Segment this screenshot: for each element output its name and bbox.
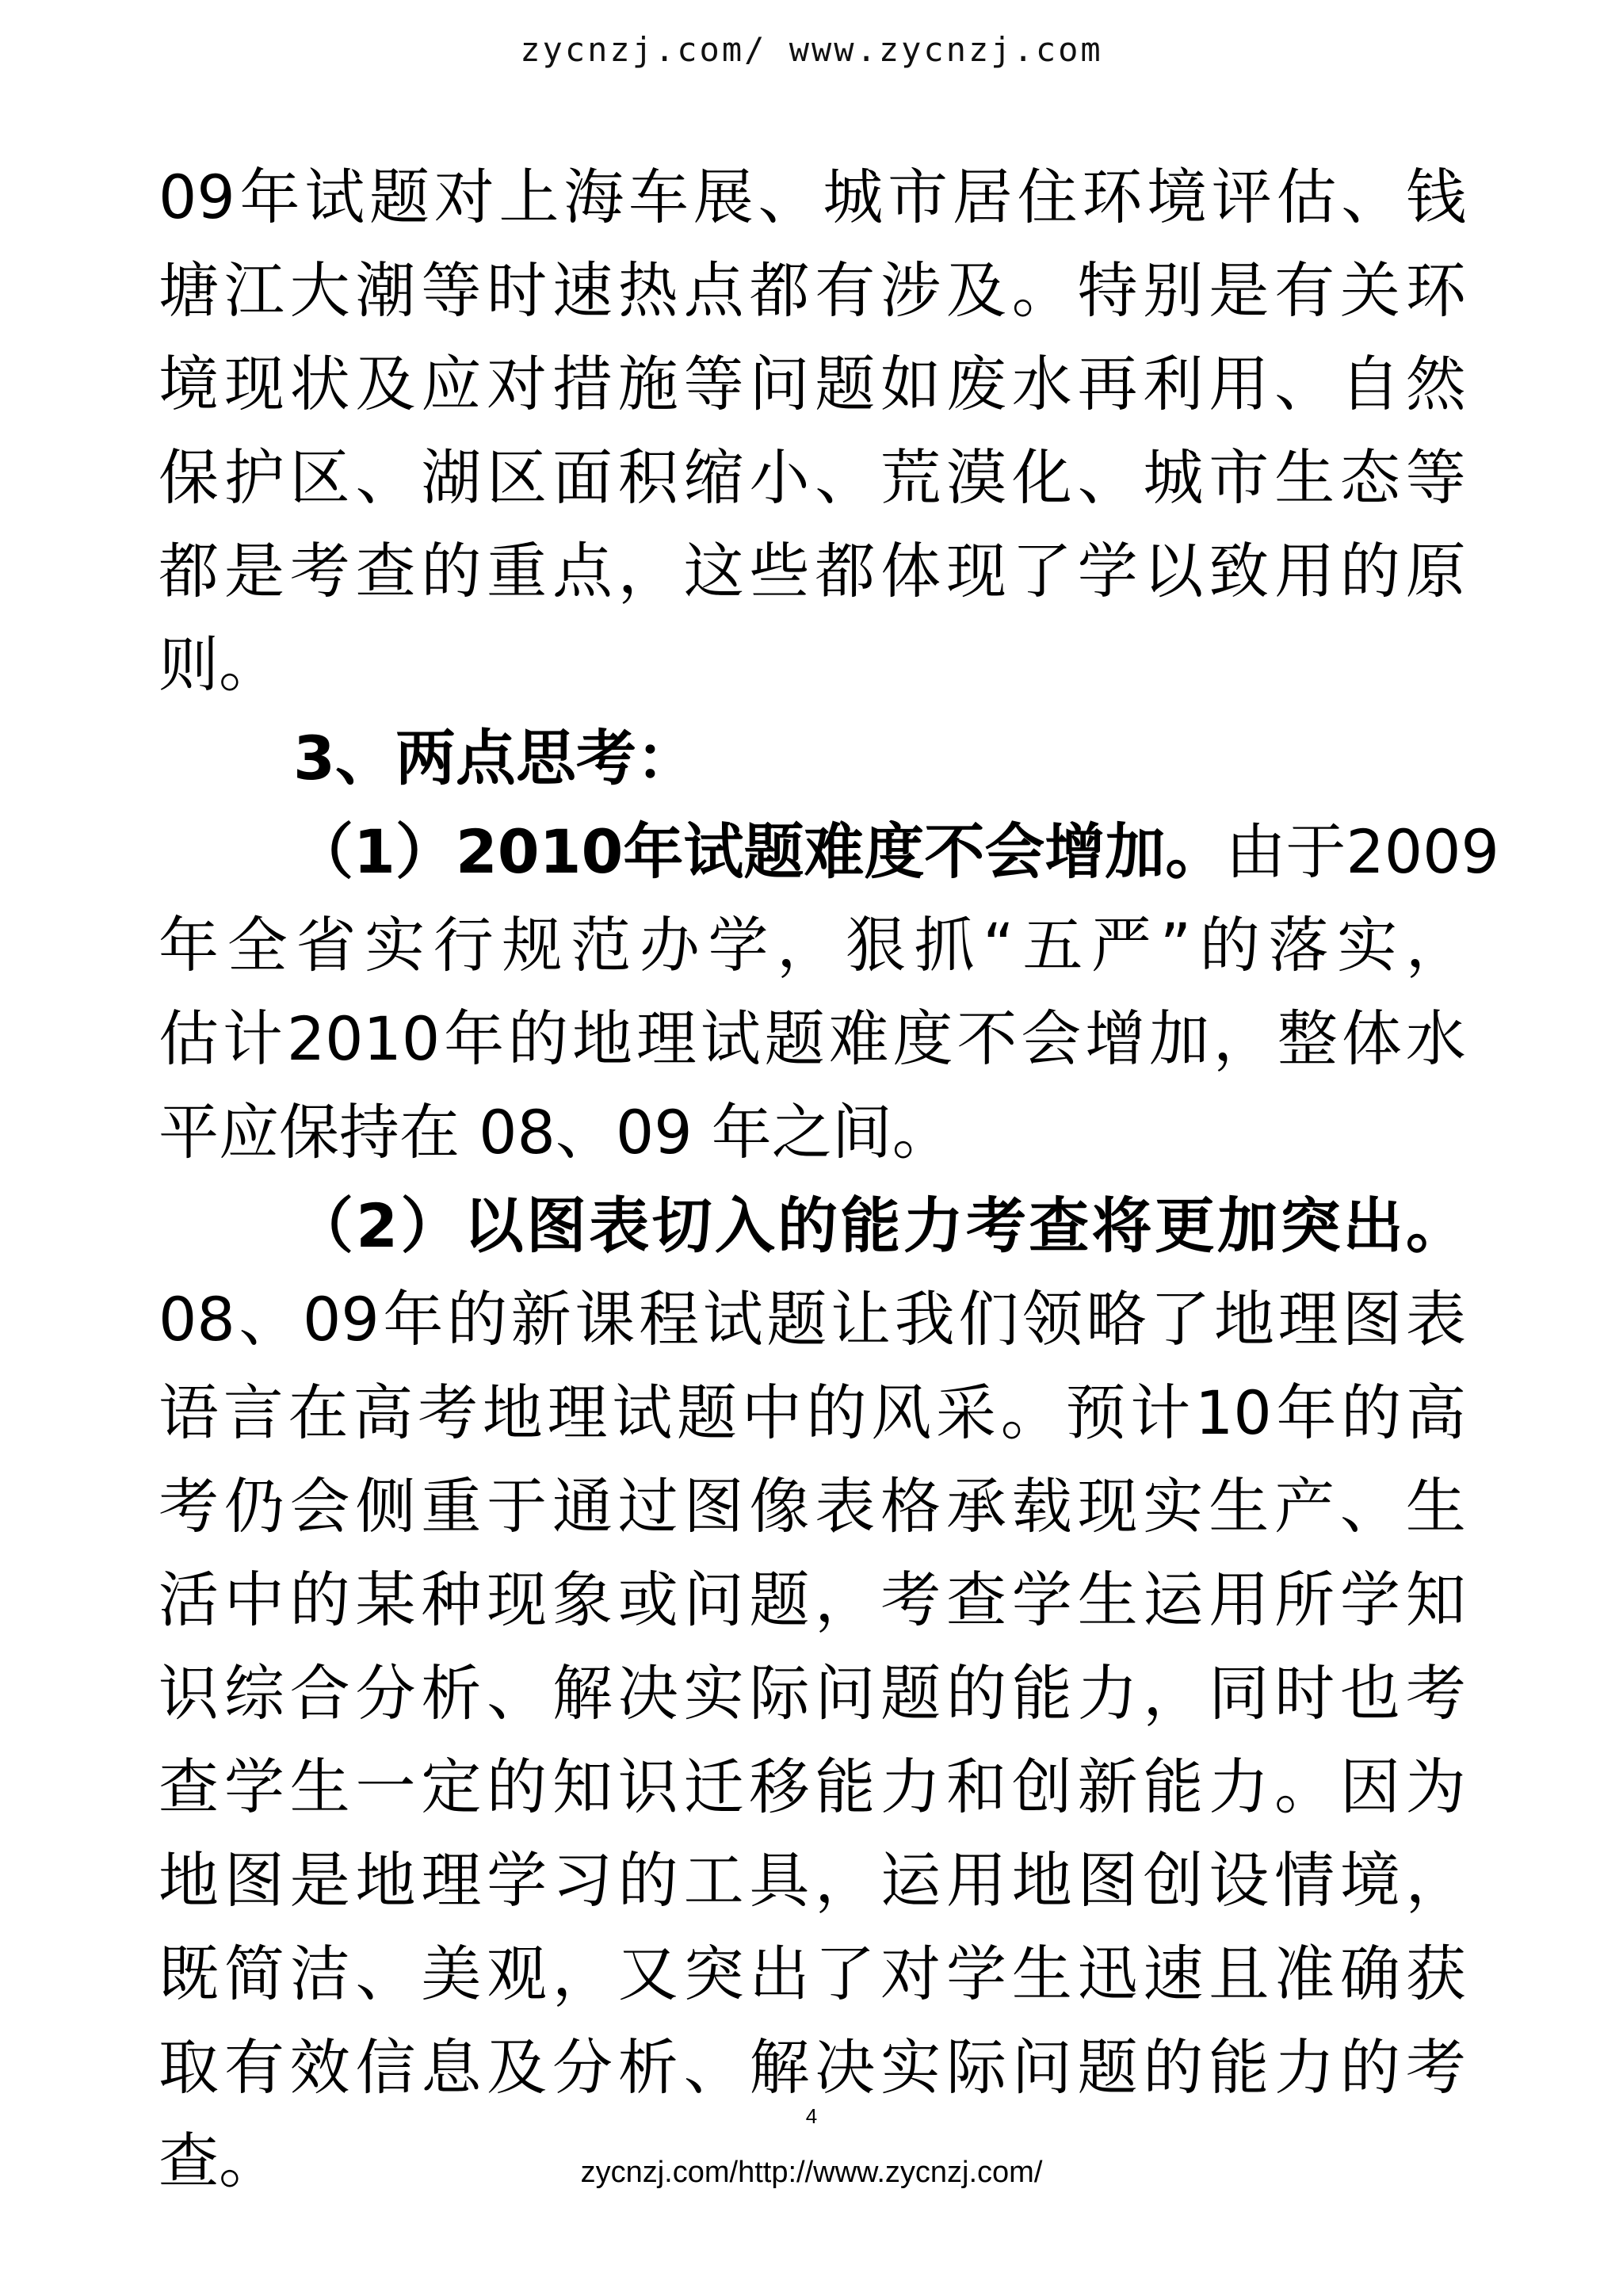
text-line: 则。 [158,629,279,700]
page-number: 4 [805,2104,818,2128]
text-line: 年 全 省 实 行 规 范 办 学 ， 狠 抓 “ 五 严 ” 的 落 实 ， [158,910,1466,980]
text-line: 识 综 合 分 析 、 解 决 实 际 问 题 的 能 力 ， 同 时 也 考 [158,1658,1466,1729]
text-line: 取 有 效 信 息 及 分 析 、 解 决 实 际 问 题 的 能 力 的 考 [158,2032,1466,2103]
text-line: 查 学 生 一 定 的 知 识 迁 移 能 力 和 创 新 能 力 。 因 为 [158,1752,1466,1822]
text-line: 平应保持在 08、09 年之间。 [158,1097,953,1167]
document-body [158,151,1499,2208]
text-line: 境 现 状 及 应 对 措 施 等 问 题 如 废 水 再 利 用 、 自 然 [158,349,1466,419]
text-line: 保 护 区 、 湖 区 面 积 缩 小 、 荒 漠 化 、 城 市 生 态 等 [158,442,1466,513]
text-line: 查。 [158,2126,279,2196]
page-header: zycnzj.com/ www.zycnzj.com [520,30,1103,69]
text-line: 08 、 09 年 的 新 课 程 试 题 让 我 们 领 略 了 地 理 图 表 [158,1284,1466,1354]
page-footer: zycnzj.com/http://www.zycnzj.com/ [580,2156,1043,2189]
text-line: （ 2 ） 以 图 表 切 入 的 能 力 考 查 将 更 加 突 出 。 [293,1190,1466,1261]
text-line: 语 言 在 高 考 地 理 试 题 中 的 风 采 。 预 计 10 年 的 高 [158,1377,1466,1448]
text-line: （ 1 ） 2010 年 试 题 难 度 不 会 增 加 。 由 于 2009 [293,816,1499,887]
text-line: 既 简 洁 、 美 观 ， 又 突 出 了 对 学 生 迅 速 且 准 确 获 [158,1939,1466,2009]
text-line: 3、两点思考： [293,723,697,793]
text-line: 09 年 试 题 对 上 海 车 展 、 城 市 居 住 环 境 评 估 、 钱 [158,162,1466,232]
text-line: 塘 江 大 潮 等 时 速 热 点 都 有 涉 及 。 特 别 是 有 关 环 [158,255,1466,326]
text-line: 估 计 2010 年 的 地 理 试 题 难 度 不 会 增 加 ， 整 体 水 [158,1003,1466,1074]
text-line: 都 是 考 查 的 重 点 ， 这 些 都 体 现 了 学 以 致 用 的 原 [158,536,1466,606]
text-line: 活 中 的 某 种 现 象 或 问 题 ， 考 查 学 生 运 用 所 学 知 [158,1564,1466,1635]
text-line: 地 图 是 地 理 学 习 的 工 具 ， 运 用 地 图 创 设 情 境 ， [158,1845,1466,1916]
text-line: 考 仍 会 侧 重 于 通 过 图 像 表 格 承 载 现 实 生 产 、 生 [158,1471,1466,1541]
